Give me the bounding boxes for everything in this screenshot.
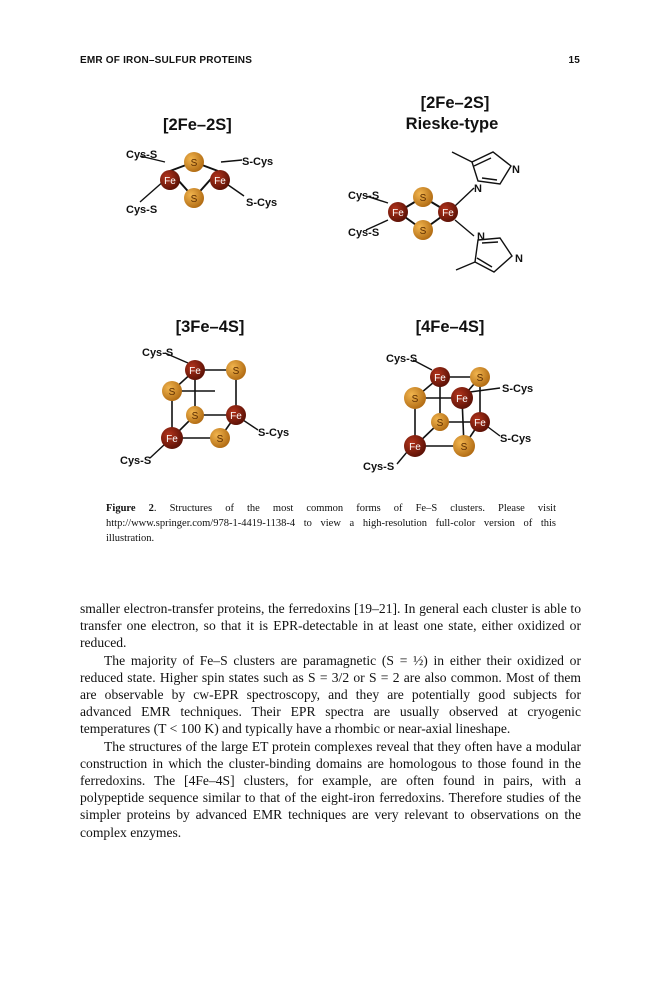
svg-text:S: S [460, 442, 468, 453]
ligand-label: S-Cys [246, 197, 278, 209]
nitrogen-label: N [515, 253, 523, 265]
svg-text:Fe: Fe [214, 176, 226, 187]
ligand-label: Cys-S [363, 461, 395, 473]
svg-text:Fe: Fe [434, 373, 446, 384]
svg-text:S: S [232, 366, 240, 377]
ligand-label: Cys-S [126, 149, 158, 161]
panel-title: [2Fe–2S] [163, 116, 232, 134]
panel-title: [3Fe–4S] [175, 318, 245, 336]
paragraph: The structures of the large ET protein complexes reveal that they often have a modular construction in which the cluster-binding domains are homologous to those found in the ferredoxins. The [4Fe–4S] clusters, for example, are often found in pairs, with a polypeptide sequence similar to that of the eight-iron ferredoxins. Therefore studies of the simpler proteins by advanced EMR techniques are very relevant to observations on the complex enzymes. [80, 738, 581, 840]
ligand-label: Cys-S [142, 347, 174, 359]
svg-text:S: S [419, 193, 427, 204]
panel-rieske [348, 94, 523, 272]
svg-text:S: S [190, 158, 198, 169]
svg-text:S: S [190, 194, 198, 205]
ligand-label: Cys-S [126, 204, 158, 216]
svg-text:S: S [419, 226, 427, 237]
svg-text:Fe: Fe [164, 176, 176, 187]
svg-text:S: S [411, 394, 419, 405]
svg-text:S: S [476, 373, 484, 384]
svg-text:S: S [191, 411, 199, 422]
ligand-label: S-Cys [502, 383, 534, 395]
svg-text:Fe: Fe [230, 411, 242, 422]
svg-text:Fe: Fe [392, 208, 404, 219]
svg-text:Fe: Fe [442, 208, 454, 219]
ligand-label: Cys-S [348, 227, 380, 239]
ligand-label: S-Cys [500, 433, 532, 445]
svg-text:S: S [168, 387, 176, 398]
ligand-label: Cys-S [348, 190, 380, 202]
panel-subtitle: Rieske-type [405, 115, 499, 133]
svg-text:Fe: Fe [474, 418, 486, 429]
caption-label: Figure 2 [106, 503, 154, 514]
paragraph: smaller electron-transfer proteins, the ferredoxins [19–21]. In general each cluster is able to transfer one electron, so that it is EPR-detectable in at least one state, either oxidized or reduced. [80, 601, 581, 651]
ligand-label: S-Cys [242, 156, 274, 168]
ligand-label: Cys-S [120, 455, 152, 467]
panel-4fe-4s [363, 318, 533, 473]
panel-2fe-2s [126, 116, 277, 216]
svg-text:Fe: Fe [456, 394, 468, 405]
svg-text:Fe: Fe [409, 442, 421, 453]
panel-title: [2Fe–2S] [420, 94, 490, 112]
svg-text:Fe: Fe [166, 434, 178, 445]
ligand-label: Cys-S [386, 353, 418, 365]
panel-3fe-4s [120, 318, 289, 467]
figure-2-fe-s-structures [0, 80, 659, 490]
ligand-label: S-Cys [258, 427, 290, 439]
running-title: EMR OF IRON–SULFUR PROTEINS [80, 55, 253, 66]
svg-text:Fe: Fe [189, 366, 201, 377]
body-text [80, 600, 581, 841]
caption-text: . Structures of the most common forms of Fe–S clusters. Please visit http://www.springer.com/978-1-4419-1138-4 to view a high-resolution full-color version of this illustration. [106, 503, 556, 544]
nitrogen-label: N [477, 231, 485, 243]
panel-title: [4Fe–4S] [415, 318, 485, 336]
nitrogen-label: N [474, 183, 482, 195]
nitrogen-label: N [512, 164, 520, 176]
page-number: 15 [568, 55, 580, 66]
svg-text:S: S [436, 418, 444, 429]
paragraph: The majority of Fe–S clusters are paramagnetic (S = ½) in either their oxidized or reduced state. Higher spin states such as S = 3/2 or S = 2 are also common. Most of them are observable by cw-EPR spectroscopy, and they are potentially good subjects for advanced EMR techniques. Their EPR spectra are usually observed at cryogenic temperatures (T < 100 K) and typically have a rhombic or near-axial lineshape. [80, 652, 581, 737]
figure-caption [106, 501, 556, 546]
svg-text:S: S [216, 434, 224, 445]
